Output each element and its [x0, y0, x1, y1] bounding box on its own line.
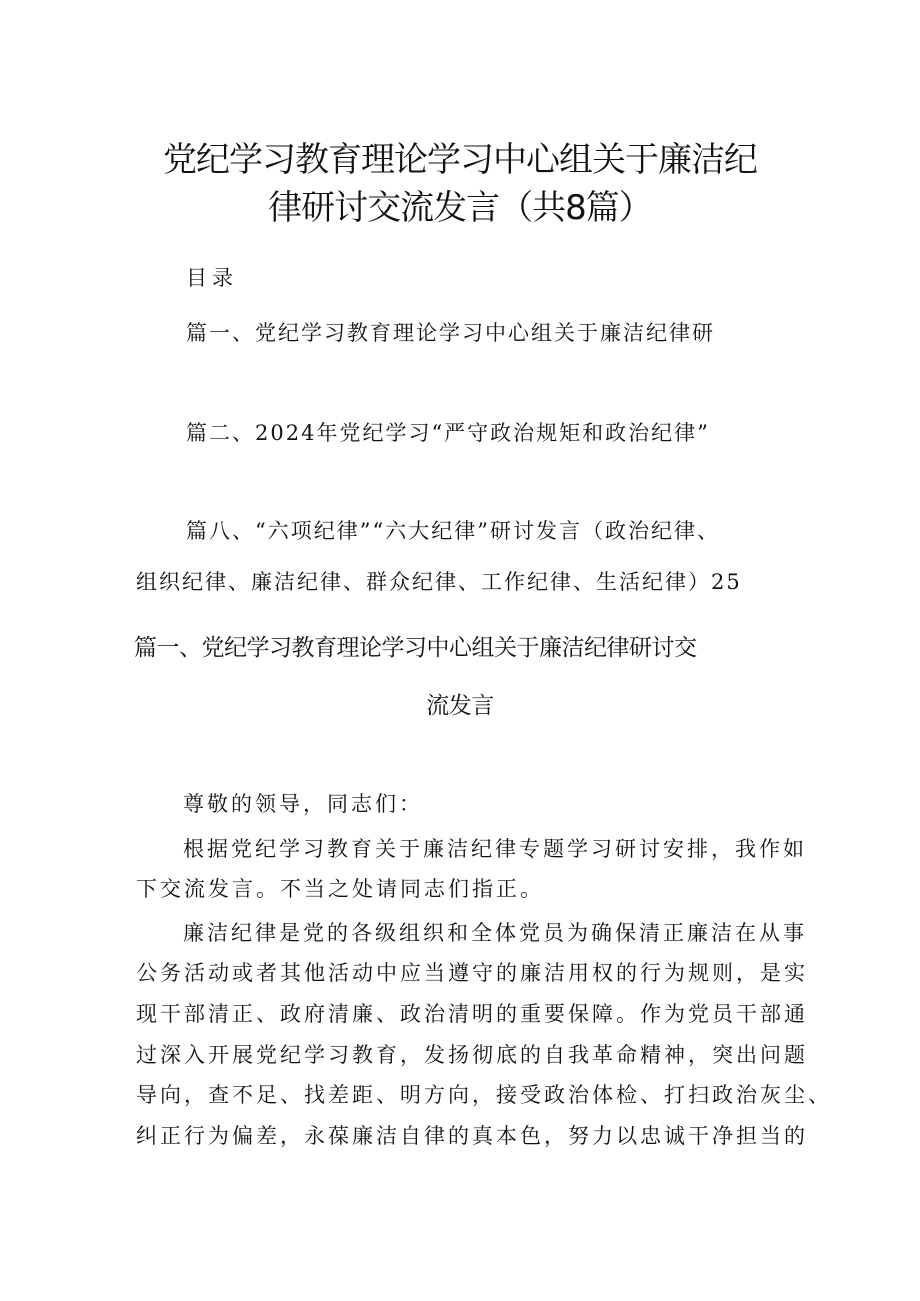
paragraph-1-line-2: 下交流发言。不当之处请同志们指正。 — [136, 877, 544, 901]
document-title-line-2: 律研讨交流发言（共8篇） — [268, 188, 652, 228]
paragraph-2-line-1: 廉洁纪律是党的各级组织和全体党员为确保清正廉洁在从事 — [183, 921, 807, 945]
toc-heading: 目录 — [186, 266, 238, 290]
paragraph-1-line-1: 根据党纪学习教育关于廉洁纪律专题学习研讨安排，我作如 — [183, 837, 807, 861]
paragraph-2-line-2: 公务活动或者其他活动中应当遵守的廉洁用权的行为规则，是实 — [136, 961, 808, 985]
section-title-line-1: 篇一、党纪学习教育理论学习中心组关于廉洁纪律研讨交 — [134, 635, 697, 661]
toc-item-8-line-1[interactable]: 篇八、“六项纪律”“六大纪律”研讨发言（政治纪律、 — [186, 519, 720, 543]
paragraph-2-line-4: 过深入开展党纪学习教育，发扬彻底的自我革命精神，突出问题 — [136, 1043, 808, 1067]
paragraph-2-line-5: 导向，查不足、找差距、明方向，接受政治体检、打扫政治灰尘、 — [136, 1083, 832, 1107]
salutation: 尊敬的领导，同志们： — [183, 792, 423, 816]
section-title-line-2: 流发言 — [426, 693, 494, 719]
paragraph-2-line-3: 现干部清正、政府清廉、政治清明的重要保障。作为党员干部通 — [136, 1002, 808, 1026]
paragraph-2-line-6: 纠正行为偏差，永葆廉洁自律的真本色，努力以忠诚干净担当的 — [136, 1124, 808, 1148]
toc-item-8-line-2[interactable]: 组织纪律、廉洁纪律、群众纪律、工作纪律、生活纪律）25 — [136, 570, 742, 594]
toc-item-2[interactable]: 篇二、2024年党纪学习“严守政治规矩和政治纪律” — [186, 421, 710, 445]
document-title-line-1: 党纪学习教育理论学习中心组关于廉洁纪 — [163, 140, 757, 180]
toc-item-1[interactable]: 篇一、党纪学习教育理论学习中心组关于廉洁纪律研 — [186, 321, 715, 345]
